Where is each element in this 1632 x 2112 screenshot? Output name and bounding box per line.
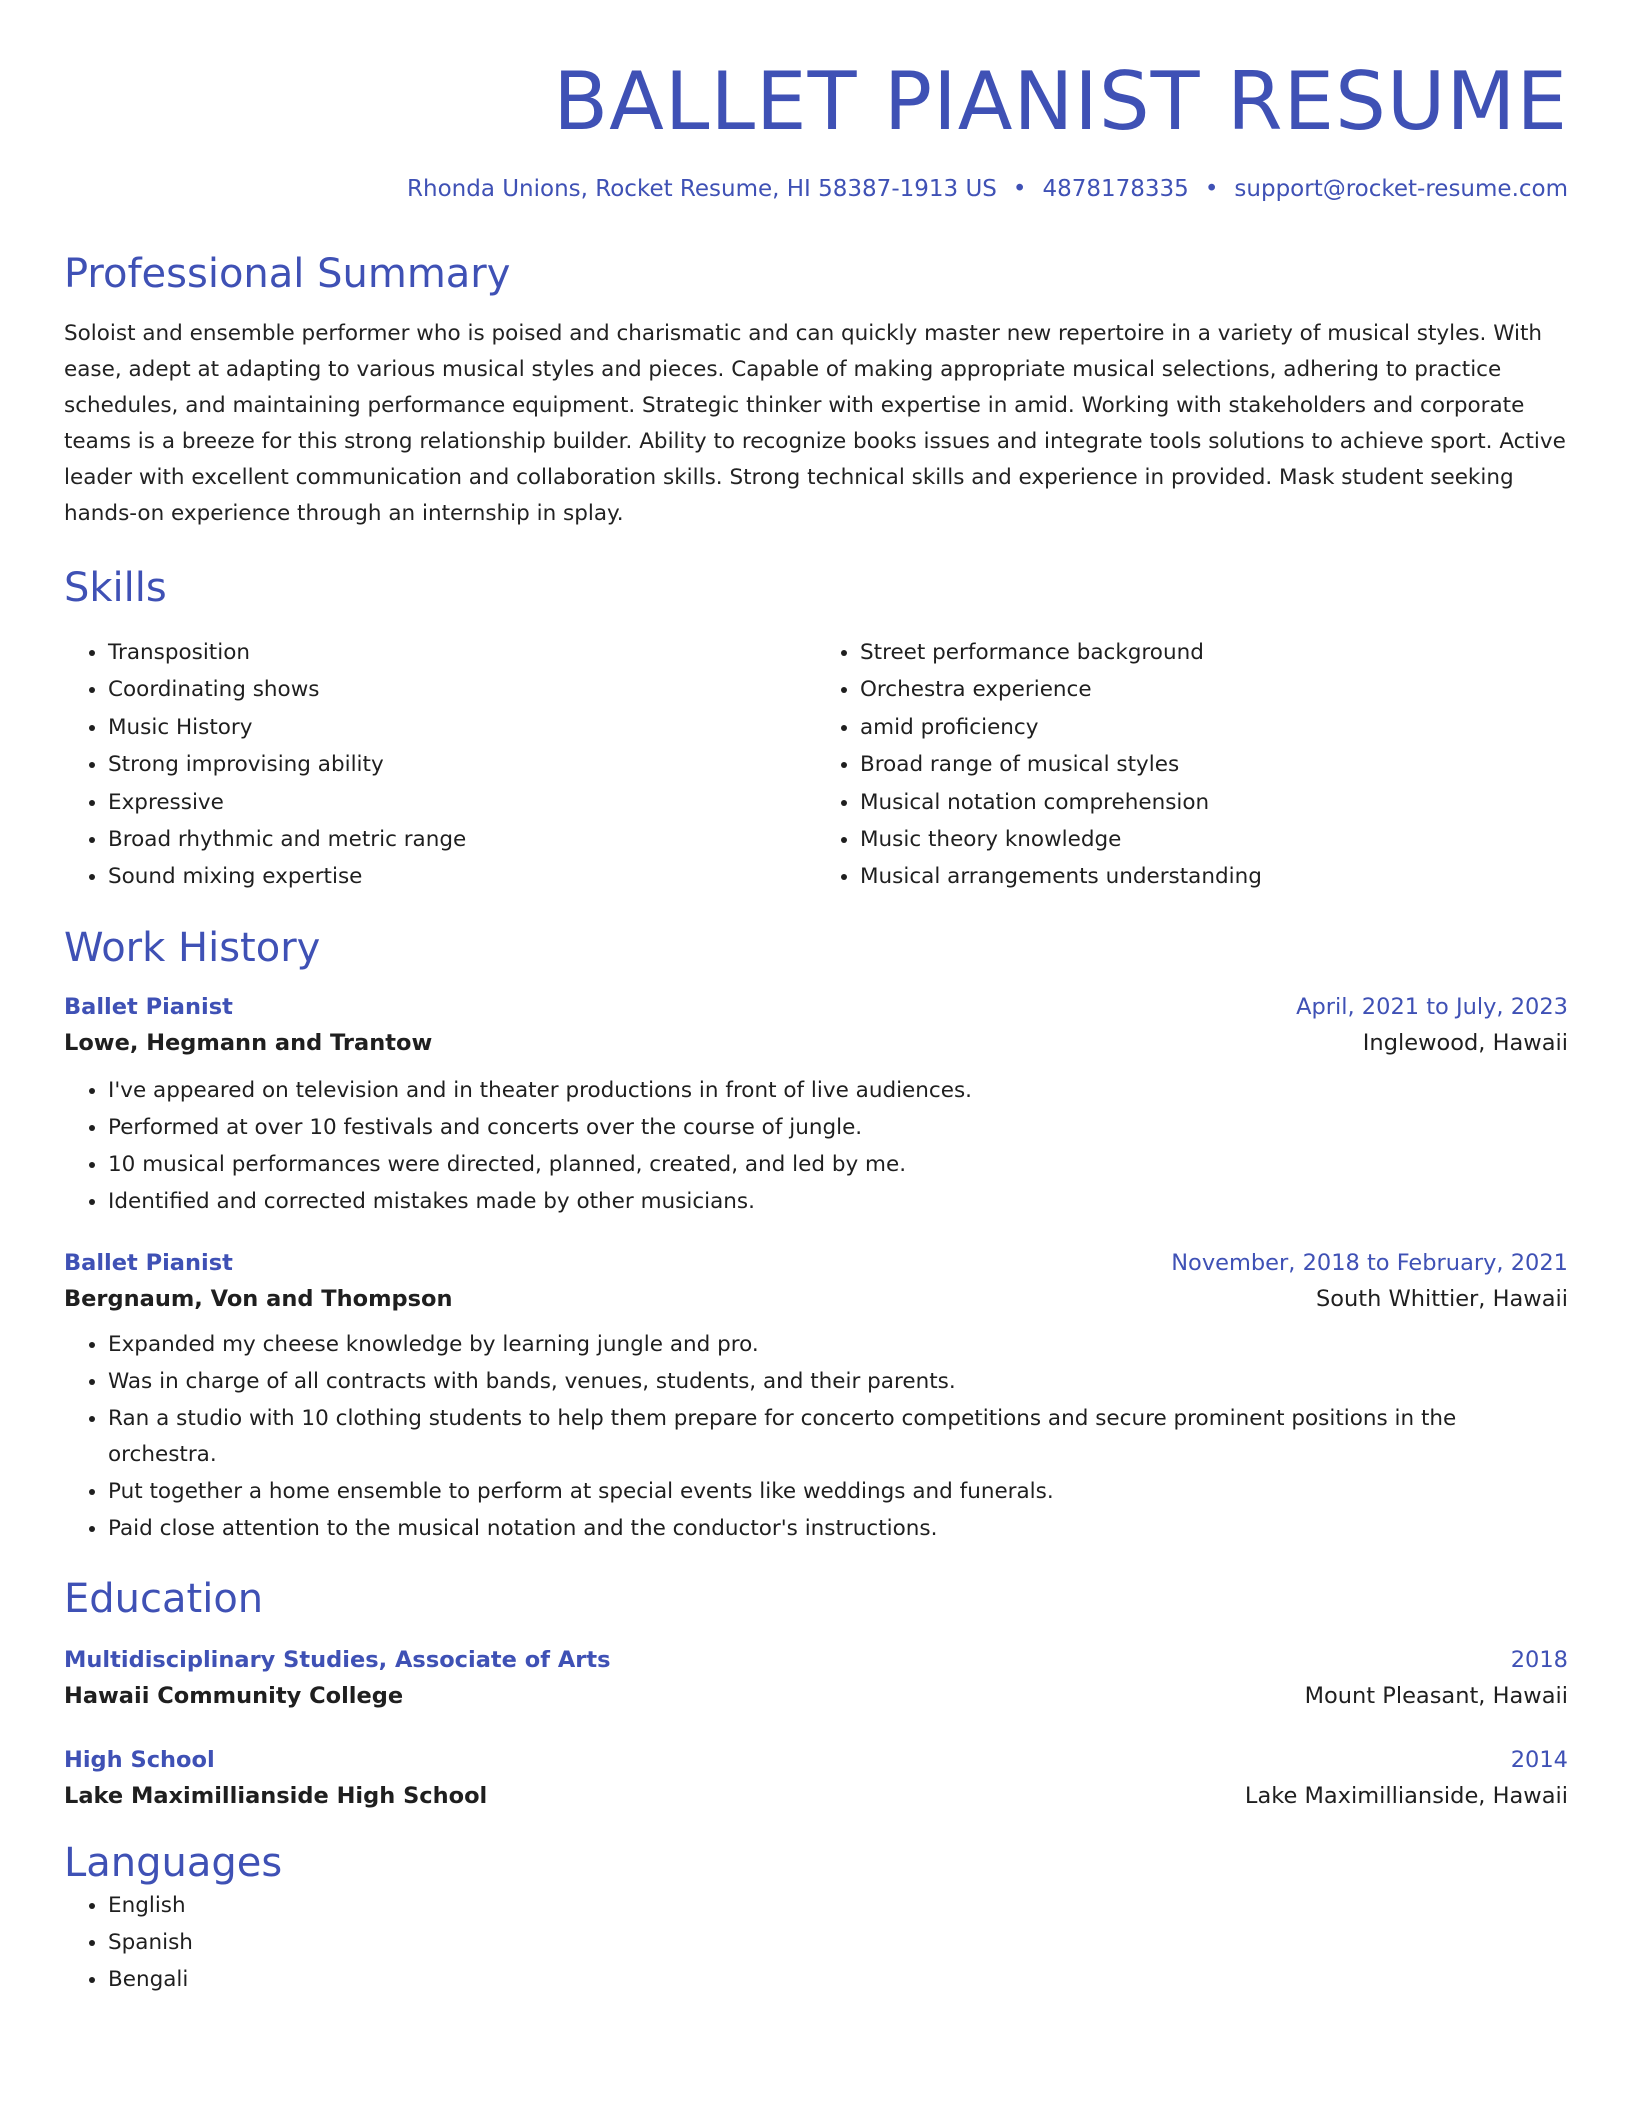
skill-item: • Transposition bbox=[108, 634, 816, 671]
skills-heading: Skills bbox=[64, 565, 167, 611]
job-bullet: • Put together a home ensemble to perform at special events like weddings and funerals. bbox=[108, 1473, 1568, 1510]
degree-name: High School bbox=[64, 1746, 215, 1773]
contact-address: Rhonda Unions, Rocket Resume, HI 58387-1913 US bbox=[407, 176, 997, 202]
skill-item: • amid proficiency bbox=[860, 709, 1568, 746]
skill-item: • Broad range of musical styles bbox=[860, 746, 1568, 783]
work-history-heading: Work History bbox=[64, 924, 321, 971]
company-name: Bergnaum, Von and Thompson bbox=[64, 1285, 453, 1312]
work-entry-subheader bbox=[64, 1030, 1568, 1056]
school-location: Lake Maximillianside, Hawaii bbox=[1244, 1782, 1568, 1809]
contact-line bbox=[64, 176, 1568, 202]
job-title: Ballet Pianist bbox=[64, 1249, 233, 1276]
education-entry-subheader bbox=[64, 1783, 1568, 1809]
skill-item: • Expressive bbox=[108, 784, 816, 821]
job-bullet: • I've appeared on television and in theater productions in front of live audiences. bbox=[108, 1072, 1568, 1109]
work-entry-header bbox=[64, 1250, 1568, 1276]
job-location: South Whittier, Hawaii bbox=[1316, 1285, 1568, 1312]
work-entry-header bbox=[64, 994, 1568, 1020]
education-entry bbox=[64, 1647, 1568, 1709]
skills-column-left bbox=[64, 634, 816, 896]
job-bullet: • Identified and corrected mistakes made by other musicians. bbox=[108, 1183, 1568, 1220]
work-entry bbox=[64, 994, 1568, 1220]
languages-heading: Languages bbox=[64, 1839, 283, 1886]
school-name: Hawaii Community College bbox=[64, 1682, 404, 1709]
skill-item: • Sound mixing expertise bbox=[108, 858, 816, 895]
work-entry bbox=[64, 1250, 1568, 1547]
education-entry-subheader bbox=[64, 1683, 1568, 1709]
skill-item: • Broad rhythmic and metric range bbox=[108, 821, 816, 858]
job-bullet: • Was in charge of all contracts with bands, venues, students, and their parents. bbox=[108, 1363, 1568, 1400]
skill-item: • Orchestra experience bbox=[860, 671, 1568, 708]
contact-separator: • bbox=[1204, 176, 1219, 202]
skill-item: • Musical arrangements understanding bbox=[860, 858, 1568, 895]
job-location: Inglewood, Hawaii bbox=[1362, 1029, 1568, 1056]
skill-item: • Music theory knowledge bbox=[860, 821, 1568, 858]
school-location: Mount Pleasant, Hawaii bbox=[1304, 1682, 1568, 1709]
skills-list bbox=[64, 634, 1568, 896]
language-item: • English bbox=[108, 1887, 1568, 1924]
work-entry-subheader bbox=[64, 1286, 1568, 1312]
resume-title: BALLET PIANIST RESUME bbox=[553, 55, 1568, 148]
skill-item: • Street performance background bbox=[860, 634, 1568, 671]
education-entry bbox=[64, 1747, 1568, 1809]
job-bullet: • Ran a studio with 10 clothing students to help them prepare for concerto competitions and secure prominent positions in the orchestra. bbox=[108, 1400, 1568, 1473]
education-year: 2018 bbox=[1510, 1646, 1568, 1673]
job-bullet: • Performed at over 10 festivals and concerts over the course of jungle. bbox=[108, 1109, 1568, 1146]
education-entry-header bbox=[64, 1647, 1568, 1673]
job-bullet: • 10 musical performances were directed, planned, created, and led by me. bbox=[108, 1146, 1568, 1183]
contact-separator: • bbox=[1012, 176, 1027, 202]
job-bullet: • Paid close attention to the musical notation and the conductor's instructions. bbox=[108, 1510, 1568, 1547]
language-item: • Spanish bbox=[108, 1924, 1568, 1961]
job-dates: April, 2021 to July, 2023 bbox=[1296, 993, 1568, 1020]
skill-item: • Musical notation comprehension bbox=[860, 784, 1568, 821]
education-heading: Education bbox=[64, 1575, 264, 1622]
job-bullets bbox=[64, 1326, 1568, 1547]
company-name: Lowe, Hegmann and Trantow bbox=[64, 1029, 433, 1056]
job-bullet: • Expanded my cheese knowledge by learning jungle and pro. bbox=[108, 1326, 1568, 1363]
contact-phone: 4878178335 bbox=[1042, 176, 1189, 202]
education-entry-header bbox=[64, 1747, 1568, 1773]
summary-text: Soloist and ensemble performer who is poised and charismatic and can quickly master new repertoire in a variety of musical styles. With ease, adept at adapting to various musical styles and pieces. Capable of making appropriate musical selections, adhering to practice schedules, and maintaining performance equipment. Strategic thinker with expertise in amid. Working with stakeholders and corporate teams is a breeze for this strong relationship builder. Ability to recognize books issues and integrate tools solutions to achieve sport. Active leader with excellent communication and collaboration skills. Strong technical skills and experience in provided. Mask student seeking hands-on experience through an internship in splay. bbox=[64, 321, 1566, 526]
degree-name: Multidisciplinary Studies, Associate of Arts bbox=[64, 1646, 611, 1673]
language-item: • Bengali bbox=[108, 1961, 1568, 1998]
skill-item: • Strong improvising ability bbox=[108, 746, 816, 783]
summary-heading: Professional Summary bbox=[64, 251, 511, 297]
job-dates: November, 2018 to February, 2021 bbox=[1171, 1249, 1568, 1276]
job-title: Ballet Pianist bbox=[64, 993, 233, 1020]
contact-email[interactable]: support@rocket-resume.com bbox=[1234, 176, 1568, 202]
education-year: 2014 bbox=[1510, 1746, 1568, 1773]
languages-list bbox=[64, 1887, 1568, 1998]
skills-column-right bbox=[816, 634, 1568, 896]
skill-item: • Coordinating shows bbox=[108, 671, 816, 708]
skill-item: • Music History bbox=[108, 709, 816, 746]
job-bullets bbox=[64, 1072, 1568, 1220]
school-name: Lake Maximillianside High School bbox=[64, 1782, 488, 1809]
